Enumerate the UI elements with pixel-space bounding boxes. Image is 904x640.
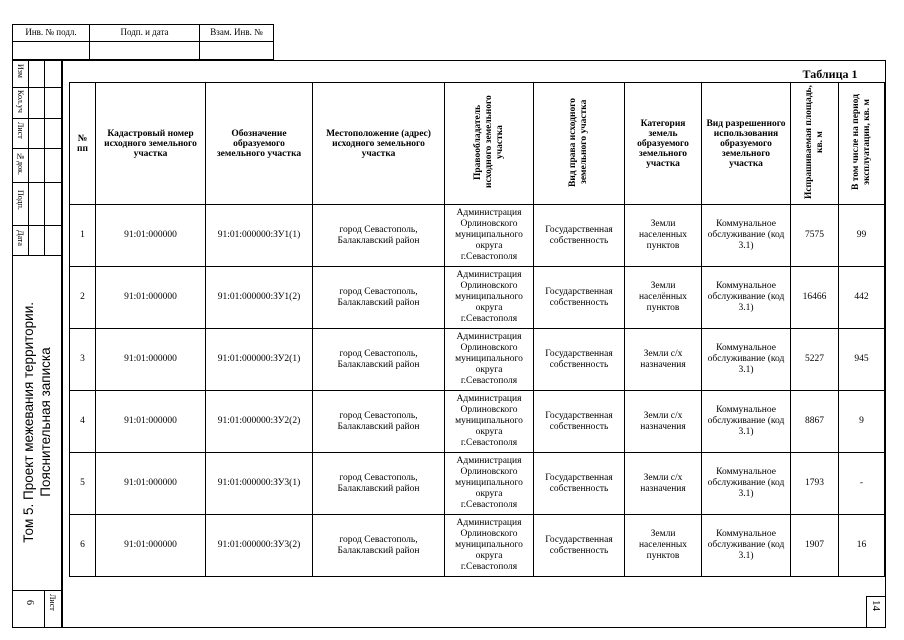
stamp-value-3 <box>200 42 273 60</box>
table-row <box>70 205 885 267</box>
cell-location: город Севастополь, Балаклавский район <box>313 453 445 515</box>
land-plots-table <box>69 82 885 577</box>
cell-number: 2 <box>70 267 96 329</box>
cell-permitted-use: Коммунальное обслуживание (код 3.1) <box>702 453 791 515</box>
cell-right-type: Государственная собственность <box>534 205 625 267</box>
cell-location: город Севастополь, Балаклавский район <box>313 515 445 577</box>
table-row <box>70 267 885 329</box>
sidebar-sheet-label: Лист <box>48 594 57 611</box>
cell-number: 1 <box>70 205 96 267</box>
page-number: 14 <box>870 600 882 611</box>
sidebar-list: Лист <box>16 122 25 139</box>
cell-number: 4 <box>70 391 96 453</box>
cell-land-category: Земли населенных пунктов <box>625 515 702 577</box>
cell-permitted-use: Коммунальное обслуживание (код 3.1) <box>702 515 791 577</box>
sidebar-kol-uch: Кол.уч <box>16 90 25 113</box>
stamp-vzam-inv: Взам. Инв. № <box>200 25 273 42</box>
cell-area: 16466 <box>791 267 839 329</box>
cell-location: город Севастополь, Балаклавский район <box>313 329 445 391</box>
cell-right-type: Государственная собственность <box>534 267 625 329</box>
cell-area: 5227 <box>791 329 839 391</box>
table-row <box>70 453 885 515</box>
cell-area: 1907 <box>791 515 839 577</box>
cell-area-operation: - <box>839 453 885 515</box>
cell-cadastral: 91:01:000000 <box>96 453 206 515</box>
cell-designation: 91:01:000000:ЗУ2(1) <box>206 329 313 391</box>
sidebar-data: Дата <box>16 230 25 246</box>
cell-cadastral: 91:01:000000 <box>96 391 206 453</box>
cell-designation: 91:01:000000:ЗУ3(1) <box>206 453 313 515</box>
cell-area-operation: 945 <box>839 329 885 391</box>
cell-location: город Севастополь, Балаклавский район <box>313 205 445 267</box>
header-designation: Обозначение образуемого земельного участка <box>206 83 313 205</box>
header-area-operation: В том числе на период эксплуатации, кв. м <box>839 83 885 205</box>
sidebar-izm: Изм <box>16 64 25 78</box>
document-title <box>14 255 60 590</box>
cell-owner: Администрация Орлиновского муниципального округа г.Севастополя <box>445 205 534 267</box>
stamp-podp-data: Подп. и дата <box>90 25 200 42</box>
sidebar-podp: Подп. <box>16 190 25 210</box>
header-right-type: Вид права исходного земельного участка <box>534 83 625 205</box>
stamp-value-1 <box>13 42 90 60</box>
stamp-inv-podl: Инв. № подл. <box>13 25 90 42</box>
table-row <box>70 391 885 453</box>
table-header-row <box>70 83 885 205</box>
document-title-line2: Пояснительная записка <box>38 347 53 498</box>
cell-right-type: Государственная собственность <box>534 391 625 453</box>
sidebar-border <box>61 60 63 628</box>
cell-number: 5 <box>70 453 96 515</box>
header-area: Испрашиваемая площадь, кв. м <box>791 83 839 205</box>
header-owner: Правообладатель исходного земельного участка <box>445 83 534 205</box>
header-location: Местоположение (адрес) исходного земельного участка <box>313 83 445 205</box>
sidebar-n-dok: №док. <box>16 152 25 175</box>
cell-land-category: Земли с/х назначения <box>625 391 702 453</box>
cell-cadastral: 91:01:000000 <box>96 515 206 577</box>
cell-cadastral: 91:01:000000 <box>96 329 206 391</box>
cell-area-operation: 442 <box>839 267 885 329</box>
header-land-category: Категория земель образуемого земельного участка <box>625 83 702 205</box>
cell-permitted-use: Коммунальное обслуживание (код 3.1) <box>702 329 791 391</box>
table-row <box>70 515 885 577</box>
cell-area: 1793 <box>791 453 839 515</box>
cell-designation: 91:01:000000:ЗУ1(2) <box>206 267 313 329</box>
cell-owner: Администрация Орлиновского муниципального округа г.Севастополя <box>445 515 534 577</box>
cell-area-operation: 16 <box>839 515 885 577</box>
cell-location: город Севастополь, Балаклавский район <box>313 267 445 329</box>
header-number: № пп <box>70 83 96 205</box>
cell-permitted-use: Коммунальное обслуживание (код 3.1) <box>702 205 791 267</box>
header-permitted-use: Вид разрешенного использования образуемого земельного участка <box>702 83 791 205</box>
cell-right-type: Государственная собственность <box>534 515 625 577</box>
sidebar-sheet-box <box>13 590 45 628</box>
cell-owner: Администрация Орлиновского муниципального округа г.Севастополя <box>445 329 534 391</box>
cell-area-operation: 9 <box>839 391 885 453</box>
cell-owner: Администрация Орлиновского муниципального округа г.Севастополя <box>445 453 534 515</box>
cell-number: 3 <box>70 329 96 391</box>
cell-cadastral: 91:01:000000 <box>96 267 206 329</box>
cell-area: 7575 <box>791 205 839 267</box>
table-title: Таблица 1 <box>802 67 858 81</box>
cell-cadastral: 91:01:000000 <box>96 205 206 267</box>
document-title-line1: Том 5. Проект межевания территории. <box>21 302 36 543</box>
cell-owner: Администрация Орлиновского муниципального округа г.Севастополя <box>445 267 534 329</box>
cell-area: 8867 <box>791 391 839 453</box>
cell-owner: Администрация Орлиновского муниципального округа г.Севастополя <box>445 391 534 453</box>
stamp-value-2 <box>90 42 200 60</box>
cell-number: 6 <box>70 515 96 577</box>
cell-permitted-use: Коммунальное обслуживание (код 3.1) <box>702 267 791 329</box>
cell-permitted-use: Коммунальное обслуживание (код 3.1) <box>702 391 791 453</box>
header-cadastral: Кадастровый номер исходного земельного участка <box>96 83 206 205</box>
cell-designation: 91:01:000000:ЗУ3(2) <box>206 515 313 577</box>
cell-area-operation: 99 <box>839 205 885 267</box>
cell-land-category: Земли населенных пунктов <box>625 205 702 267</box>
top-stamp <box>12 24 274 60</box>
cell-land-category: Земли с/х назначения <box>625 453 702 515</box>
cell-designation: 91:01:000000:ЗУ1(1) <box>206 205 313 267</box>
cell-land-category: Земли населённых пунктов <box>625 267 702 329</box>
cell-right-type: Государственная собственность <box>534 453 625 515</box>
table-row <box>70 329 885 391</box>
cell-designation: 91:01:000000:ЗУ2(2) <box>206 391 313 453</box>
cell-location: город Севастополь, Балаклавский район <box>313 391 445 453</box>
cell-land-category: Земли с/х назначения <box>625 329 702 391</box>
sidebar-sheet-number: 6 <box>24 600 35 605</box>
cell-right-type: Государственная собственность <box>534 329 625 391</box>
